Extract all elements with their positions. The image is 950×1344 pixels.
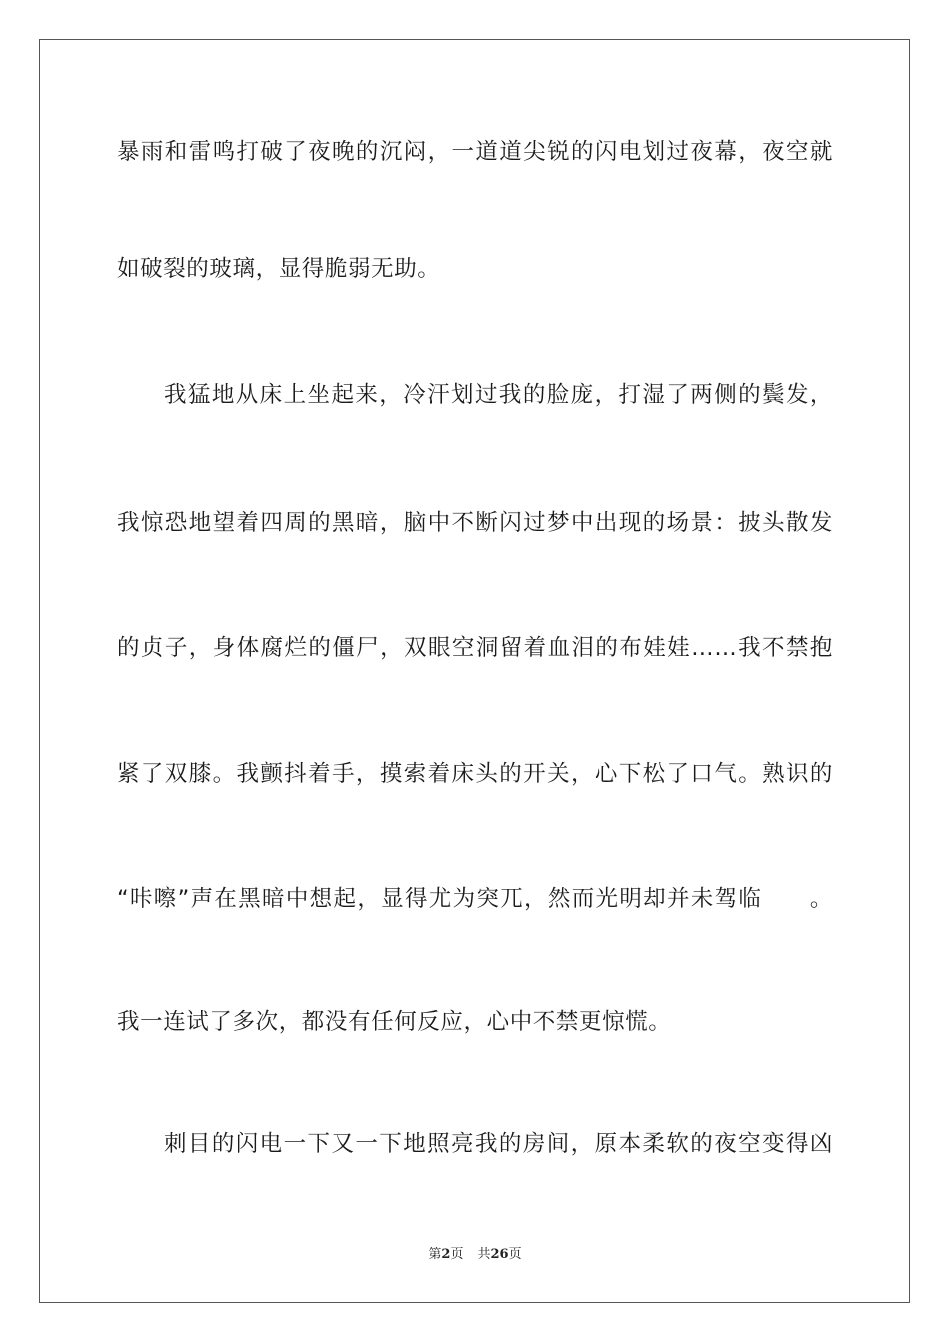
page-label-prefix: 第: [428, 1247, 442, 1262]
text-line-3: 我猛地从床上坐起来，冷汗划过我的脸庞，打湿了两侧的鬓发，: [164, 382, 833, 408]
text-line-7: “咔嚓”声在黑暗中想起，显得尤为突兀，然而光明却并未驾临 。: [117, 886, 833, 912]
total-pages: 26: [490, 1247, 509, 1262]
total-label-prefix: 共: [477, 1247, 491, 1262]
text-line-2: 如破裂的玻璃，显得脆弱无助。: [117, 256, 441, 282]
total-label-suffix: 页: [508, 1247, 522, 1262]
page-footer: [0, 1246, 950, 1264]
text-line-1: 暴雨和雷鸣打破了夜晚的沉闷，一道道尖锐的闪电划过夜幕，夜空就: [117, 139, 833, 165]
page-label-suffix: 页: [450, 1247, 464, 1262]
text-line-5: 的贞子，身体腐烂的僵尸，双眼空洞留着血泪的布娃娃……我不禁抱: [117, 635, 833, 661]
text-line-4: 我惊恐地望着四周的黑暗，脑中不断闪过梦中出现的场景：披头散发: [117, 510, 833, 536]
page-frame: [39, 39, 910, 1303]
text-line-8: 我一连试了多次，都没有任何反应，心中不禁更惊慌。: [117, 1009, 672, 1035]
page-number: 2: [441, 1247, 451, 1262]
text-line-6: 紧了双膝。我颤抖着手，摸索着床头的开关，心下松了口气。熟识的: [117, 761, 833, 787]
text-line-9: 刺目的闪电一下又一下地照亮我的房间，原本柔软的夜空变得凶: [164, 1131, 833, 1157]
